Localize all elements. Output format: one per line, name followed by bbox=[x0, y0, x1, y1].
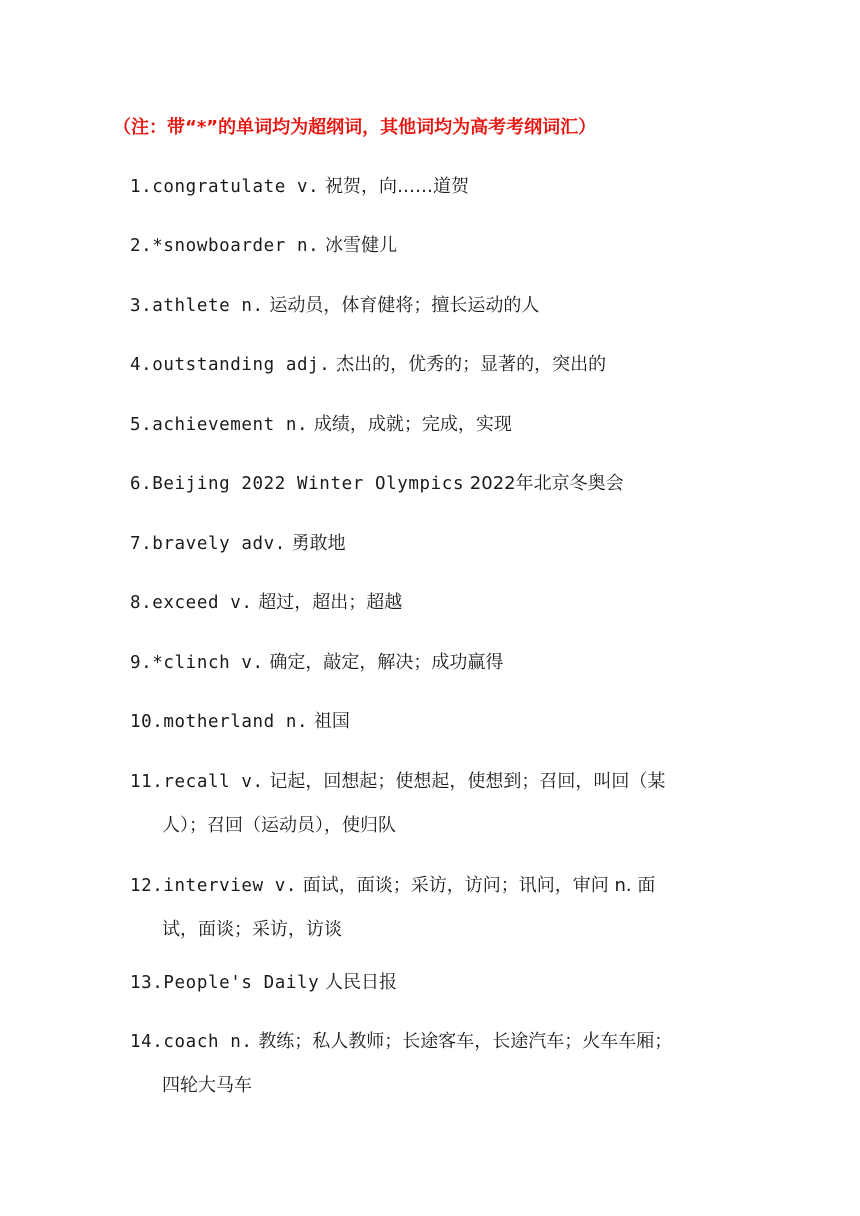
vocab-term: 2.*snowboarder n. bbox=[130, 236, 320, 256]
vocab-definition: 祝贺，向……道贺 bbox=[319, 176, 470, 197]
note-heading: （注：带“*”的单词均为超纲词，其他词均为高考考纲词汇） bbox=[113, 117, 597, 138]
vocab-definition-continued: 四轮大马车 bbox=[162, 1075, 252, 1096]
vocab-term: 9.*clinch v. bbox=[130, 653, 264, 673]
vocab-term: 8.exceed v. bbox=[130, 593, 253, 613]
vocab-entry bbox=[130, 284, 740, 328]
vocab-definition: 祖国 bbox=[308, 711, 350, 732]
vocab-entry bbox=[130, 641, 740, 685]
vocab-term: 7.bravely adv. bbox=[130, 534, 286, 554]
vocab-definition: 勇敢地 bbox=[285, 533, 346, 554]
vocab-entry bbox=[130, 165, 740, 209]
vocab-definition-continued: 试，面谈；采访，访谈 bbox=[162, 919, 342, 940]
vocab-definition-continued: 人）；召回（运动员），使归队 bbox=[162, 815, 396, 836]
vocab-entry bbox=[130, 224, 740, 268]
vocab-definition: 面试，面谈；采访，访问；讯问，审问 n. 面 bbox=[297, 875, 656, 896]
vocab-definition: 超过，超出；超越 bbox=[252, 592, 403, 613]
vocab-definition: 确定，敲定，解决；成功赢得 bbox=[263, 652, 504, 673]
vocab-definition: 杰出的，优秀的；显著的，突出的 bbox=[330, 354, 607, 375]
vocab-definition: 成绩，成就；完成，实现 bbox=[308, 414, 512, 435]
vocab-term: 1.congratulate v. bbox=[130, 177, 320, 197]
vocab-term: 6.Beijing 2022 Winter Olympics bbox=[130, 474, 465, 494]
vocab-definition: 运动员，体育健将；擅长运动的人 bbox=[263, 295, 540, 316]
vocab-entry bbox=[130, 700, 740, 744]
vocab-term: 11.recall v. bbox=[130, 772, 264, 792]
vocab-entry bbox=[130, 403, 740, 447]
vocab-entry bbox=[130, 343, 740, 387]
vocab-term: 12.interview v. bbox=[130, 876, 298, 896]
vocab-term: 3.athlete n. bbox=[130, 296, 264, 316]
vocab-term: 4.outstanding adj. bbox=[130, 355, 331, 375]
vocab-term: 14.coach n. bbox=[130, 1032, 253, 1052]
vocab-entry bbox=[130, 462, 740, 506]
vocab-definition: 记起，回想起；使想起，使想到；召回，叫回（某 bbox=[263, 771, 666, 792]
vocab-definition: 2022年北京冬奥会 bbox=[464, 473, 624, 494]
vocab-definition: 人民日报 bbox=[319, 972, 398, 993]
vocab-definition: 教练；私人教师；长途客车，长途汽车；火车车厢； bbox=[252, 1031, 673, 1052]
vocab-term: 10.motherland n. bbox=[130, 712, 309, 732]
vocab-entry bbox=[130, 522, 740, 566]
vocab-entry bbox=[130, 1020, 740, 1108]
vocab-entry bbox=[130, 581, 740, 625]
vocab-term: 13.People's Daily bbox=[130, 973, 320, 993]
vocab-definition: 冰雪健儿 bbox=[319, 235, 398, 256]
vocab-term: 5.achievement n. bbox=[130, 415, 309, 435]
vocab-entry bbox=[130, 760, 740, 848]
vocab-entry bbox=[130, 864, 740, 952]
vocab-entry bbox=[130, 961, 740, 1005]
